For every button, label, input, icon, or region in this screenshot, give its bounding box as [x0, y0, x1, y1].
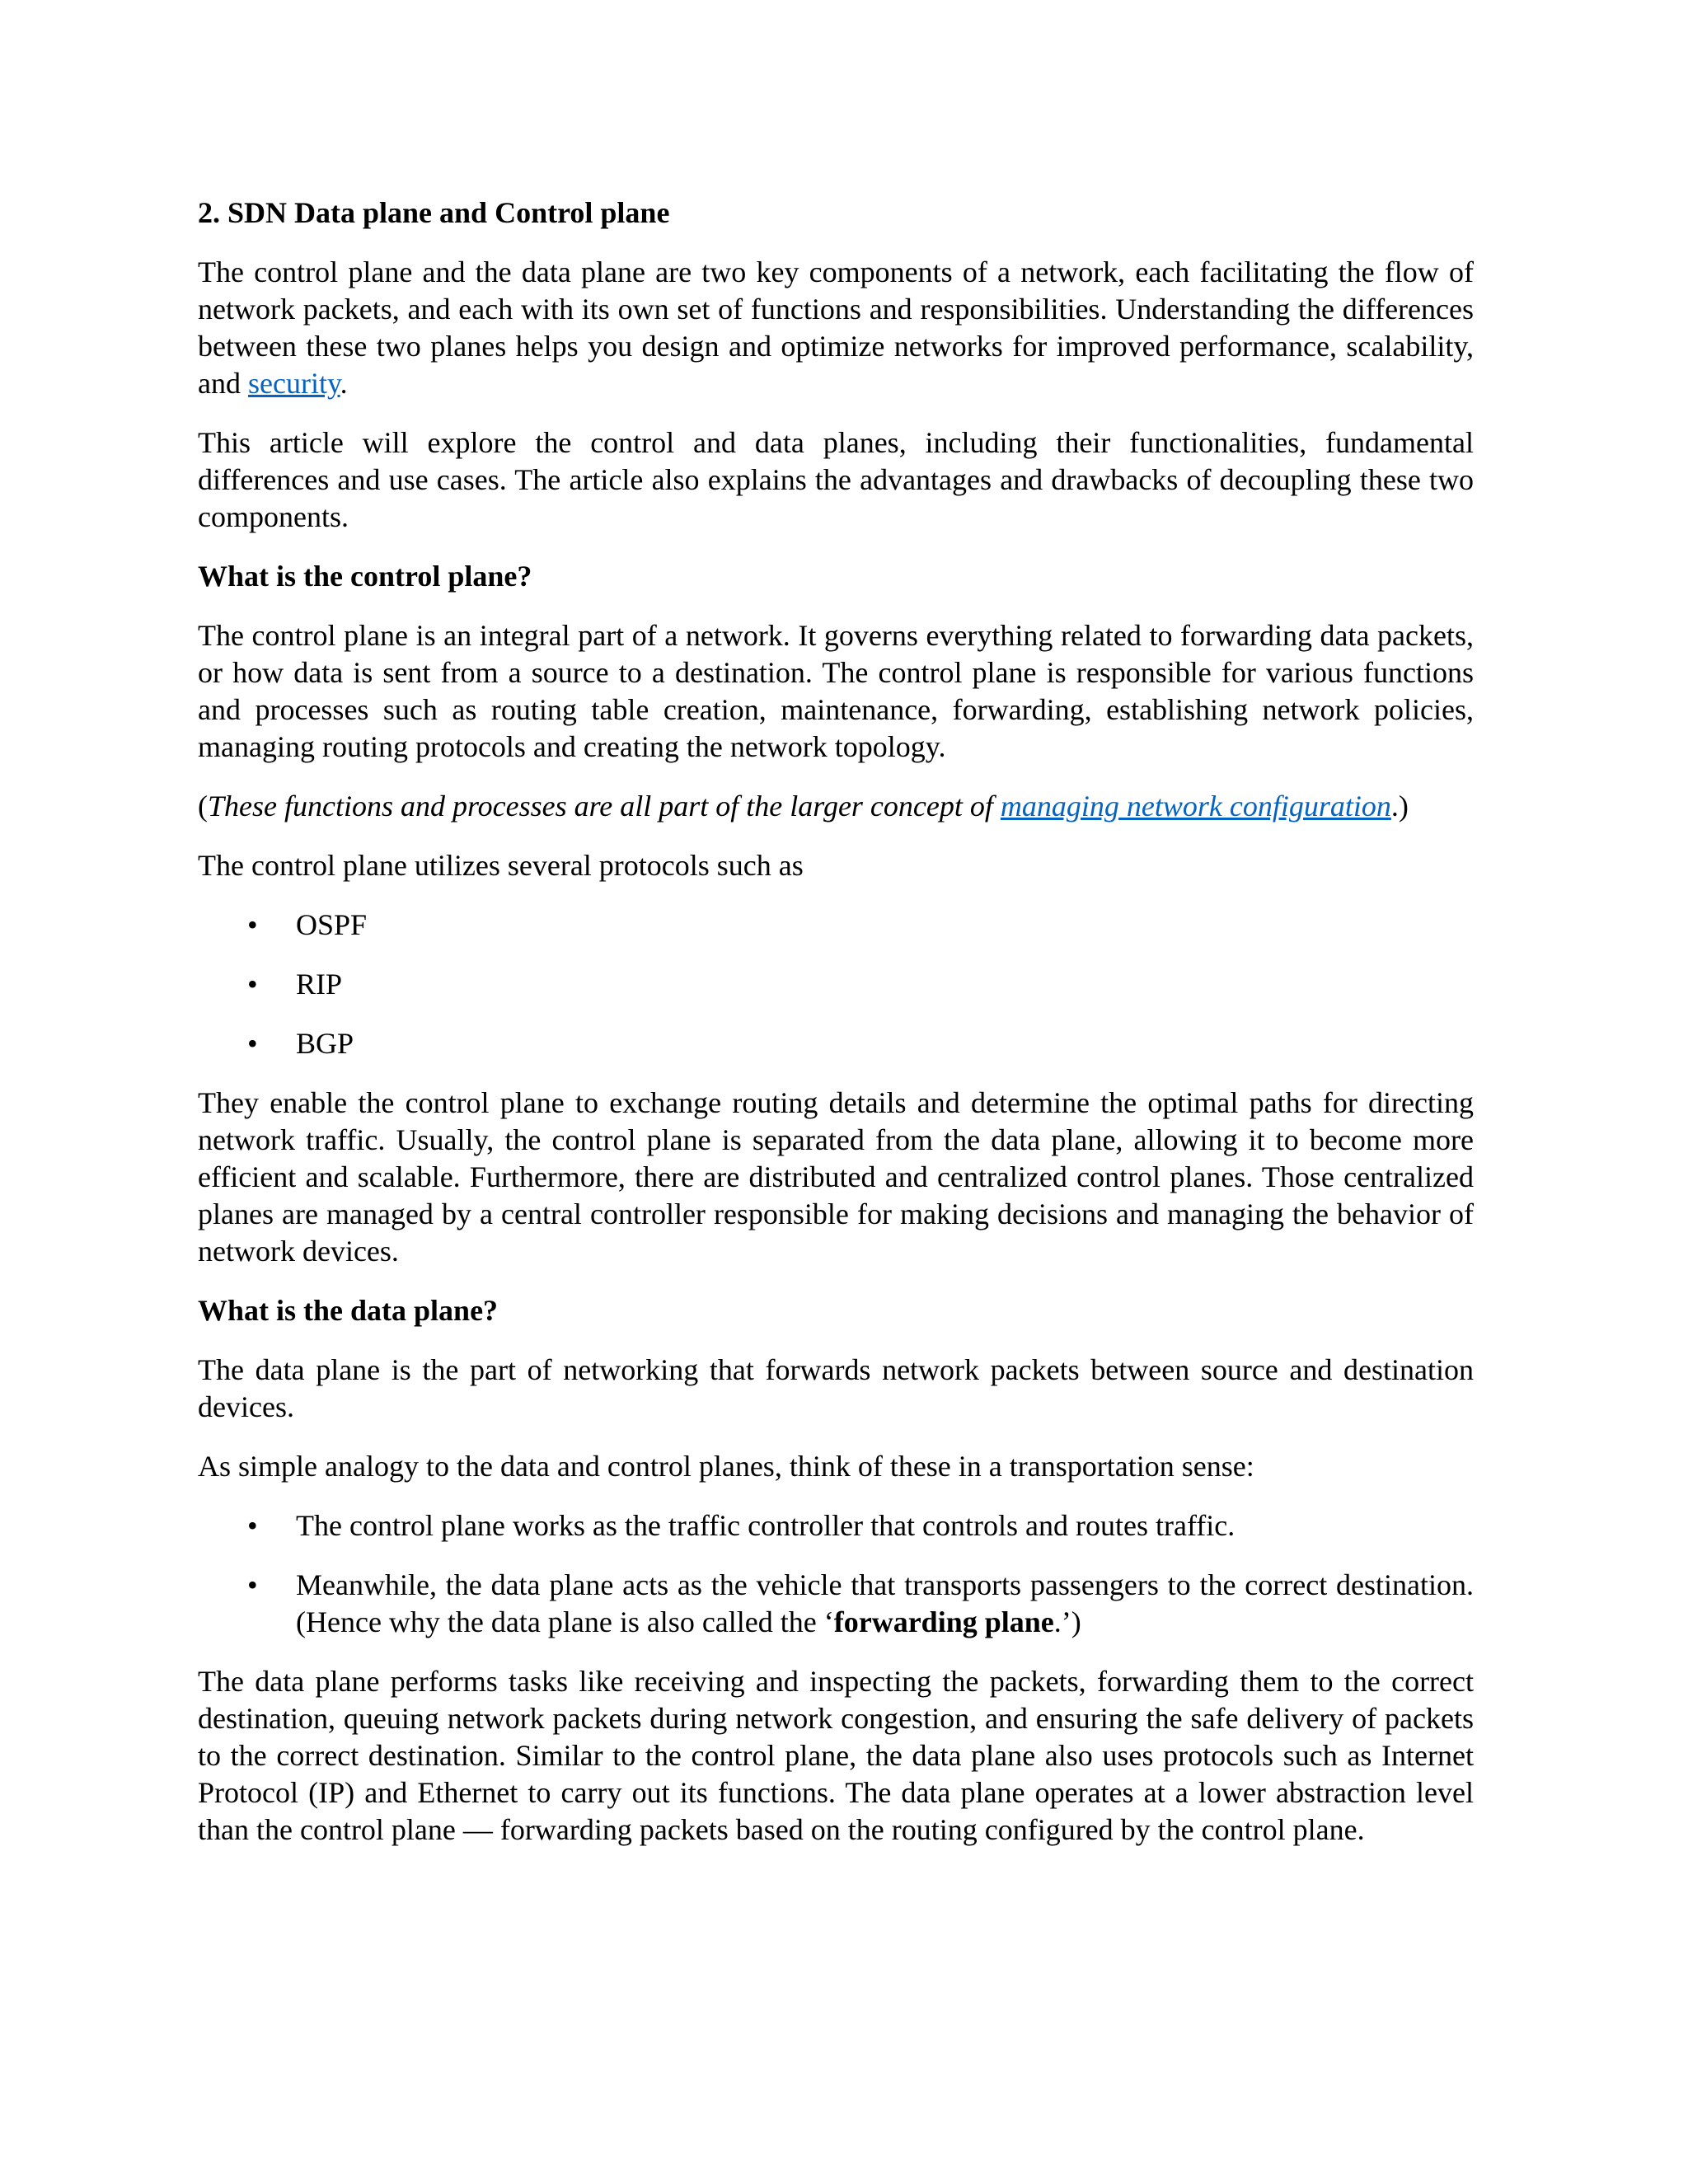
- analogy-bullet-2-text: Meanwhile, the data plane acts as the vehicle that transports passengers to the correct destination. (Hence why the data plane is also called the ‘: [296, 1568, 1474, 1638]
- document-body: [198, 194, 1474, 1871]
- control-paragraph-1: The control plane is an integral part of a network. It governs everything related to forwarding data packets, or how data is sent from a source to a destination. The control plane is responsible for various functions and processes such as routing table creation, maintenance, forwarding, establishing network policies, managing routing protocols and creating the network topology.: [198, 619, 1474, 763]
- intro-paragraph-1: [198, 254, 1474, 402]
- control-paragraph-2: They enable the control plane to exchange routing details and determine the optimal paths for directing network traffic. Usually, the control plane is separated from the data plane, allowing it to become more efficient and scalable. Furthermore, there are distributed and centralized control planes. Those centralized planes are managed by a central controller responsible for making decisions and managing the behavior of network devices.: [198, 1086, 1474, 1268]
- intro-paragraph-1-end: .: [340, 367, 348, 400]
- bullet-icon: •: [247, 968, 258, 1001]
- control-note-close: .): [1390, 790, 1409, 823]
- analogy-bullet-1: The control plane works as the traffic controller that controls and routes traffic.: [296, 1509, 1236, 1542]
- bullet-icon: •: [247, 908, 258, 941]
- list-item: [198, 1507, 1474, 1544]
- security-link[interactable]: security: [247, 367, 340, 400]
- analogy-bullet-2-end: .’): [1053, 1605, 1081, 1638]
- protocol-rip: RIP: [296, 968, 343, 1001]
- intro-paragraph-1-text: The control plane and the data plane are two key components of a network, each facilitating the flow of network packets, and each with its own set of functions and responsibilities. Understanding the differences between these two planes helps you design and optimize networks for improved performance, scalability, and: [198, 255, 1474, 400]
- analogy-list: [198, 1507, 1474, 1641]
- control-note-open: (: [198, 790, 208, 823]
- protocol-list: [198, 907, 1474, 1062]
- control-note: [198, 788, 1474, 825]
- bullet-icon: •: [247, 1027, 258, 1060]
- bullet-icon: •: [247, 1509, 258, 1542]
- control-note-italic: These functions and processes are all part of the larger concept of: [208, 790, 1001, 823]
- list-item: [198, 966, 1474, 1003]
- data-plane-heading: What is the data plane?: [198, 1294, 499, 1327]
- forwarding-plane-term: forwarding plane: [833, 1605, 1054, 1638]
- protocol-ospf: OSPF: [296, 908, 368, 941]
- managing-network-configuration-link-text: managing network configuration: [1000, 790, 1391, 823]
- analogy-intro: As simple analogy to the data and control planes, think of these in a transportation sense:: [198, 1450, 1254, 1483]
- list-item: [198, 907, 1474, 944]
- list-item: [198, 1567, 1474, 1641]
- bullet-icon: •: [247, 1568, 258, 1601]
- list-item: [198, 1025, 1474, 1062]
- section-heading: 2. SDN Data plane and Control plane: [198, 196, 670, 229]
- data-paragraph-1: The data plane is the part of networking that forwards network packets between source and destination devices.: [198, 1353, 1474, 1423]
- control-plane-heading: What is the control plane?: [198, 560, 532, 593]
- data-paragraph-2: The data plane performs tasks like receiving and inspecting the packets, forwarding them to the correct destination, queuing network packets during network congestion, and ensuring the safe delivery of packets to the correct destination. Similar to the control plane, the data plane also uses protocols such as Internet Protocol (IP) and Ethernet to carry out its functions. The data plane operates at a lower abstraction level than the control plane — forwarding packets based on the routing configured by the control plane.: [198, 1665, 1474, 1846]
- protocol-bgp: BGP: [296, 1027, 354, 1060]
- managing-network-configuration-link[interactable]: [1001, 790, 1391, 823]
- intro-paragraph-2: This article will explore the control and data planes, including their functionalities, fundamental differences and use cases. The article also explains the advantages and drawbacks of decoupling these two components.: [198, 426, 1474, 533]
- protocols-intro: The control plane utilizes several protocols such as: [198, 849, 804, 882]
